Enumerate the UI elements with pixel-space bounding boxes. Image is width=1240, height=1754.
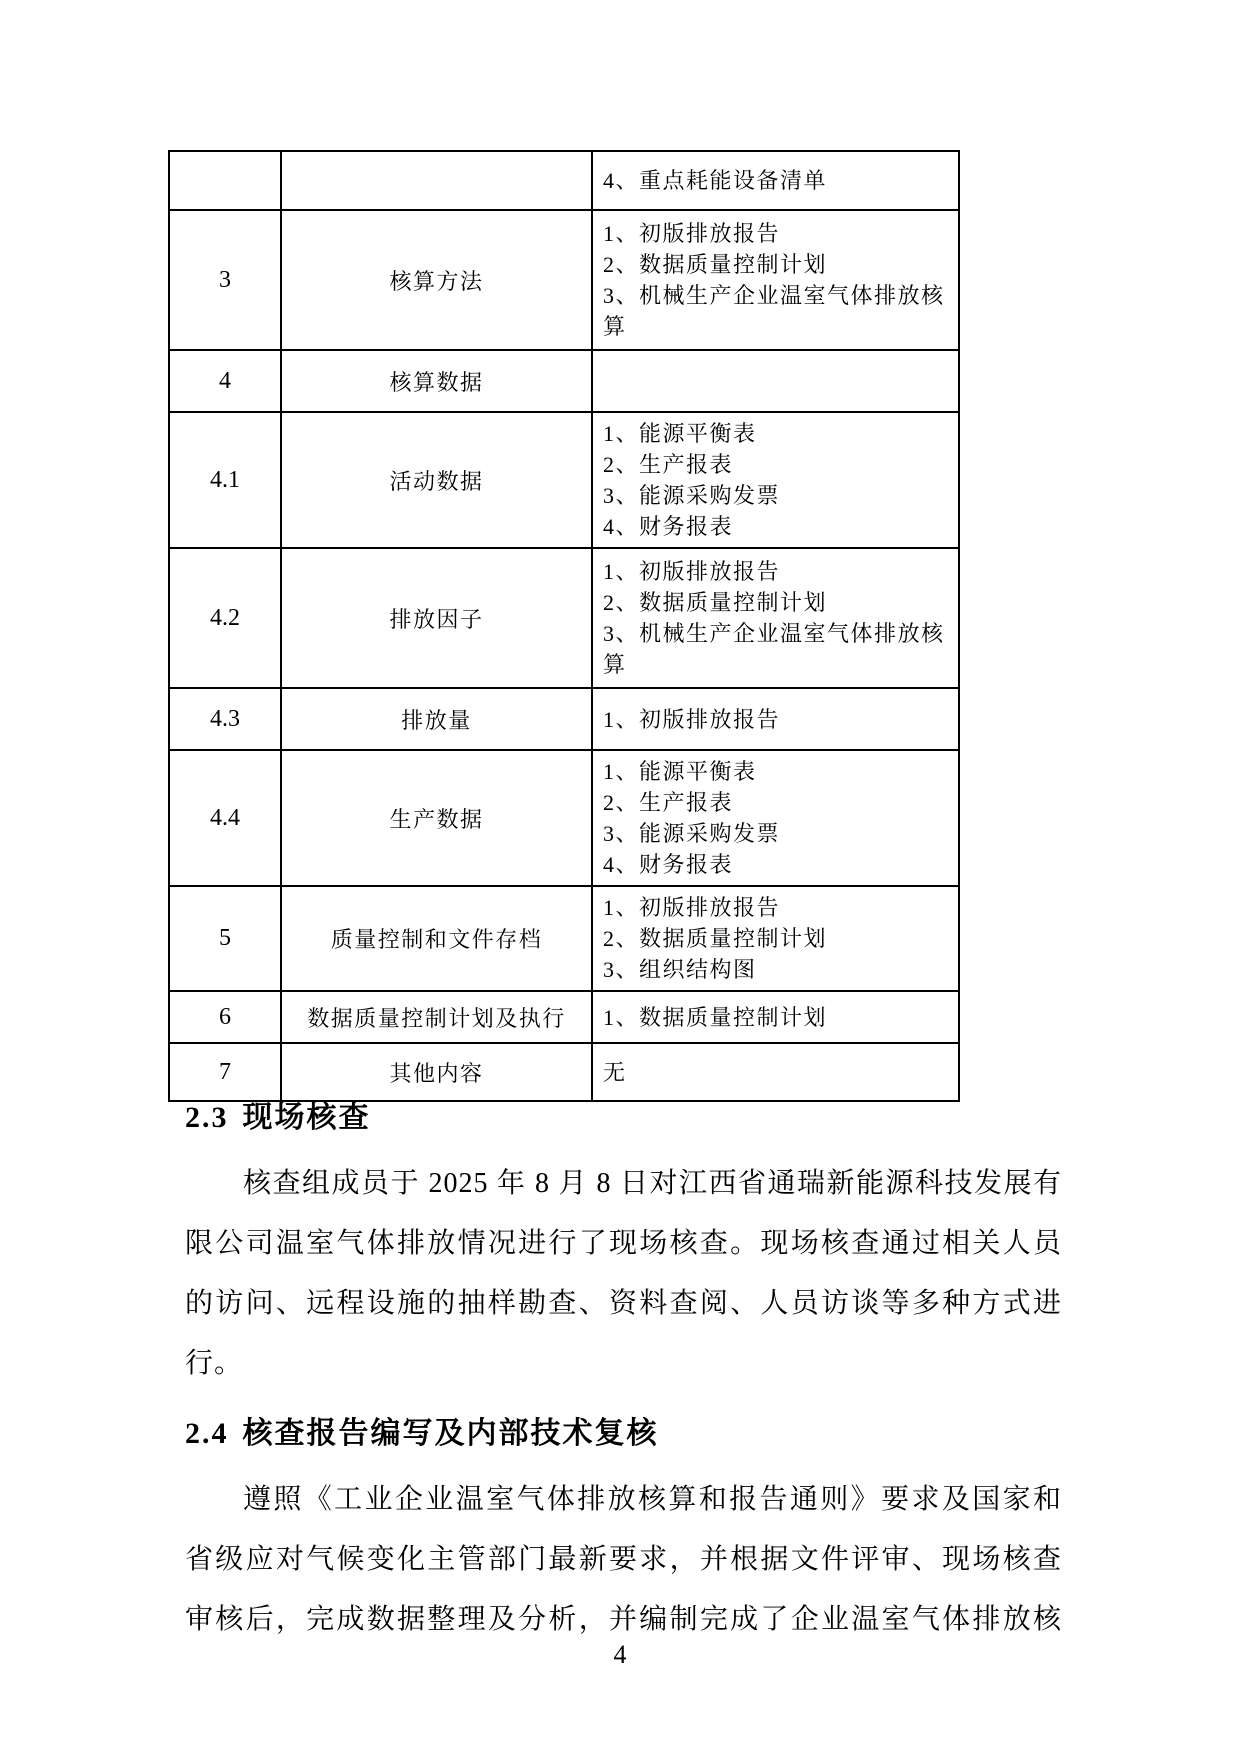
evidence-item: 2、数据质量控制计划 [603, 252, 828, 277]
row-label-cell: 其他内容 [281, 1043, 592, 1101]
verification-content-table [168, 150, 960, 1102]
row-number-cell: 4.1 [169, 412, 281, 548]
paragraph-line: 省级应对气候变化主管部门最新要求，并根据文件评审、现场核查 [185, 1544, 1062, 1575]
row-number-cell: 7 [169, 1043, 281, 1101]
row-number-cell: 5 [169, 886, 281, 991]
table-row [169, 548, 959, 688]
paragraph-line: 遵照《工业企业温室气体排放核算和报告通则》要求及国家和 [243, 1484, 1062, 1515]
row-items-cell [592, 886, 959, 991]
section-title: 核查报告编写及内部技术复核 [242, 1417, 659, 1450]
section-title: 现场核查 [242, 1101, 371, 1134]
table-row [169, 350, 959, 412]
row-items-cell [592, 548, 959, 688]
evidence-item: 1、初版排放报告 [603, 559, 781, 584]
evidence-table [168, 150, 958, 1102]
row-label-cell: 数据质量控制计划及执行 [281, 991, 592, 1043]
row-number-cell: 4 [169, 350, 281, 412]
evidence-item: 2、生产报表 [603, 452, 734, 477]
row-label-cell: 核算方法 [281, 210, 592, 350]
row-label-cell: 生产数据 [281, 750, 592, 886]
evidence-item: 3、能源采购发票 [603, 821, 781, 846]
evidence-item: 3、能源采购发票 [603, 483, 781, 508]
row-number-cell: 4.3 [169, 688, 281, 750]
row-label-cell [281, 151, 592, 210]
table-row [169, 151, 959, 210]
row-label-cell: 质量控制和文件存档 [281, 886, 592, 991]
evidence-item: 2、数据质量控制计划 [603, 590, 828, 615]
evidence-item: 1、能源平衡表 [603, 421, 757, 446]
evidence-item: 2、生产报表 [603, 790, 734, 815]
body-text [185, 1078, 1062, 1650]
table-row [169, 210, 959, 350]
evidence-item: 2、数据质量控制计划 [603, 926, 828, 951]
paragraph-line: 行。 [185, 1348, 244, 1379]
evidence-item: 3、机械生产企业温室气体排放核算 [603, 621, 945, 677]
evidence-item: 4、财务报表 [603, 852, 734, 877]
row-items-cell [592, 750, 959, 886]
paragraph-line: 审核后，完成数据整理及分析，并编制完成了企业温室气体排放核 [185, 1604, 1062, 1635]
evidence-item: 1、能源平衡表 [603, 759, 757, 784]
row-label-cell: 排放因子 [281, 548, 592, 688]
evidence-item: 4、重点耗能设备清单 [603, 168, 828, 193]
paragraph-line: 限公司温室气体排放情况进行了现场核查。现场核查通过相关人员 [185, 1228, 1062, 1259]
table-row [169, 688, 959, 750]
table-row [169, 750, 959, 886]
table-row [169, 886, 959, 991]
row-label-cell: 核算数据 [281, 350, 592, 412]
section-number: 2.4 [185, 1417, 229, 1450]
evidence-item: 1、初版排放报告 [603, 706, 781, 732]
row-number-cell: 4.4 [169, 750, 281, 886]
evidence-item: 3、组织结构图 [603, 957, 757, 982]
section-number: 2.3 [185, 1101, 229, 1134]
row-label-cell: 排放量 [281, 688, 592, 750]
paragraph-line: 核查组成员于 2025 年 8 月 8 日对江西省通瑞新能源科技发展有 [243, 1168, 1062, 1199]
evidence-item: 1、数据质量控制计划 [603, 1004, 828, 1030]
row-items-cell [592, 688, 959, 750]
row-number-cell [169, 151, 281, 210]
section-2-3-heading [185, 1096, 1062, 1140]
row-label-cell: 活动数据 [281, 412, 592, 548]
page-number: 4 [613, 1640, 627, 1669]
evidence-item: 4、财务报表 [603, 514, 734, 539]
table-row [169, 991, 959, 1043]
row-items-cell [592, 151, 959, 210]
paragraph-line: 的访问、远程设施的抽样勘查、资料查阅、人员访谈等多种方式进 [185, 1288, 1062, 1319]
evidence-item: 1、初版排放报告 [603, 221, 781, 246]
row-items-cell [592, 412, 959, 548]
row-items-cell [592, 991, 959, 1043]
section-2-4-heading [185, 1412, 1062, 1456]
evidence-item: 3、机械生产企业温室气体排放核算 [603, 283, 945, 339]
row-number-cell: 4.2 [169, 548, 281, 688]
table-row [169, 412, 959, 548]
evidence-item: 无 [603, 1059, 627, 1085]
row-number-cell: 3 [169, 210, 281, 350]
row-items-cell [592, 210, 959, 350]
row-number-cell: 6 [169, 991, 281, 1043]
row-items-cell [592, 350, 959, 412]
evidence-item: 1、初版排放报告 [603, 895, 781, 920]
